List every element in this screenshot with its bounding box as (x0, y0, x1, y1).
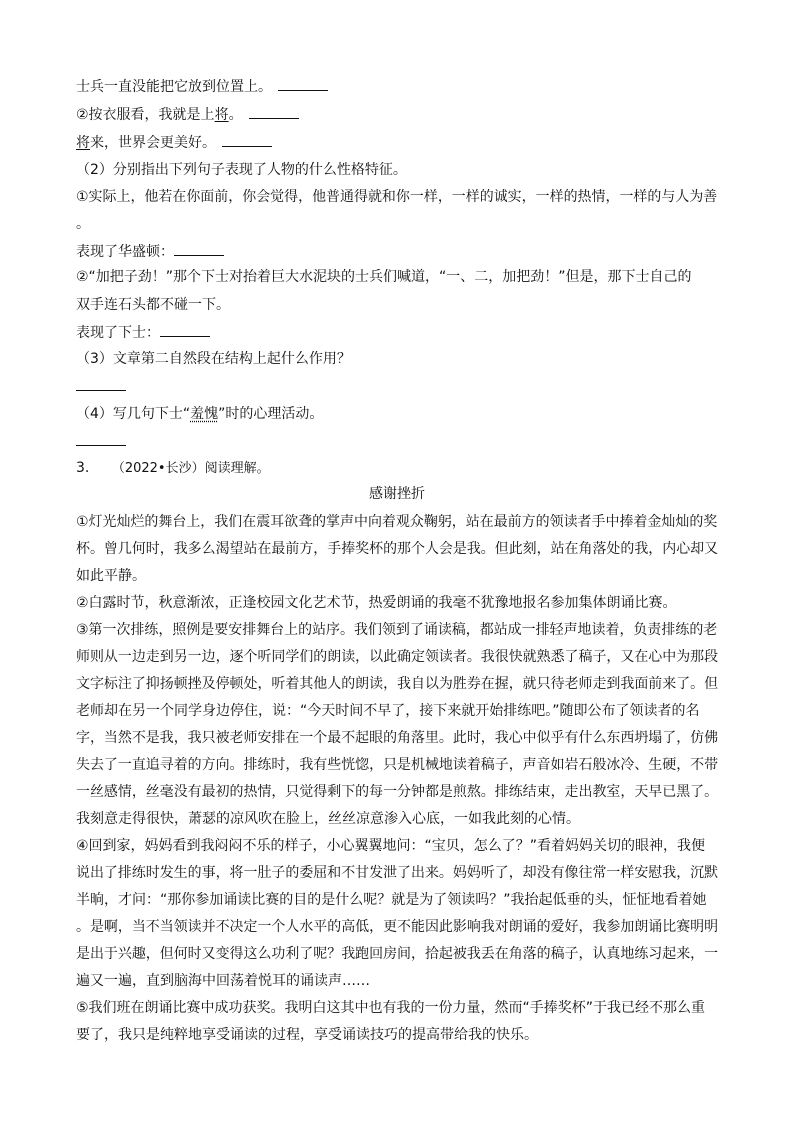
p3-line: 我刻意走得很快，萧瑟的凉风吹在脸上，丝丝凉意渗入心底，一如我此刻的心情。 (76, 811, 580, 827)
sentence-1-line-2: 。 (76, 216, 90, 232)
p3-line: 师则从一边走到另一边，逐个听同学们的朗读，以此确定领读者。我很快就熟悉了稿子，又在心中为那段 (76, 649, 719, 665)
p4-line: ④回到家，妈妈看到我闷闷不乐的样子，小心翼翼地问：“宝贝，怎么了？”看着妈妈关切的眼神，我便 (76, 838, 706, 854)
sub-question-2-heading: （2）分别指出下列句子表现了人物的什么性格特征。 (76, 162, 407, 178)
p5-line: ⑤我们班在朗诵比赛中成功获奖。我明白这其中也有我的一份力量，然而“手捧奖杯”于我已经不那么重 (76, 1000, 706, 1016)
p3-line: 文字标注了抑扬顿挫及停顿处，听着其他人的朗读，我自以为胜券在握，就只待老师走到我面前来了。但 (76, 676, 719, 692)
p4-line: 半晌，才问：“那你参加诵读比赛的目的是什么呢？就是为了领读吗？”我抬起低垂的头，怔怔地看着她 (76, 892, 707, 908)
sentence-1-answer: 表现了华盛顿： (76, 243, 224, 260)
word-item-2: ②按衣服看，我就是上将。 (76, 106, 299, 123)
answer-blank[interactable] (76, 433, 126, 446)
p1-line: 杯。曾几何时，我多么渴望站在最前方，手捧奖杯的那个人会是我。但此刻，站在角落处的我，内心却又 (76, 541, 719, 557)
question-source: （2022•长沙）阅读理解。 (111, 461, 270, 476)
sub-question-4-heading: （4）写几句下士“羞愧”时的心理活动。 (76, 406, 324, 422)
p5-line: 要了，我只是纯粹地享受诵读的过程，享受诵读技巧的提高带给我的快乐。 (76, 1027, 538, 1043)
p4-line: 。是啊，当不当领读并不决定一个人水平的高低，更不能因此影响我对朗诵的爱好，我参加朗诵比赛明明 (76, 919, 719, 935)
answer-blank[interactable] (249, 106, 299, 119)
sentence-1-line-1: ①实际上，他若在你面前，你会觉得，他普通得就和你一样，一样的诚实，一样的热情，一样的与人为善 (76, 189, 718, 205)
answer-blank[interactable] (160, 324, 210, 337)
sub-question-4-answer (76, 433, 126, 450)
sub-question-3-heading: （3）文章第二自然段在结构上起什么作用？ (76, 351, 351, 367)
word-item-3: 将来，世界会更美好。 (76, 134, 272, 151)
p2-line: ②白露时节，秋意渐浓，正逢校园文化艺术节，热爱朗诵的我毫不犹豫地报名参加集体朗诵比赛。 (76, 595, 677, 611)
answer-blank[interactable] (278, 78, 328, 91)
sub-question-3-answer (76, 378, 126, 395)
answer-blank[interactable] (222, 134, 272, 147)
sentence-2-line-2: 双手连石头都不碰一下。 (76, 297, 230, 313)
sentence-2-line-1: ②“加把子劲！”那个下士对抬着巨大水泥块的士兵们喊道，“一、二，加把劲！”但是，那下士自己的 (76, 269, 692, 285)
word-item-1: 士兵一直没能把它放到位置上。 (76, 78, 328, 95)
p1-line: 如此平静。 (76, 568, 146, 584)
passage-title: 感谢挫折 (369, 486, 425, 502)
answer-blank[interactable] (174, 243, 224, 256)
p4-line: 说出了排练时发生的事，将一肚子的委屈和不甘发泄了出来。妈妈听了，却没有像往常一样安慰我，沉默 (76, 865, 719, 881)
sentence-2-answer: 表现了下士： (76, 324, 210, 341)
question-3-header (76, 460, 270, 477)
p3-line: 失去了一直追寻着的方向。排练时，我有些恍惚，只是机械地读着稿子，声音如岩石般冰冷、生硬，不带 (76, 757, 719, 773)
question-number: 3. (76, 460, 90, 476)
p1-line: ①灯光灿烂的舞台上，我们在震耳欲聋的掌声中向着观众鞠躬，站在最前方的领读者手中捧着金灿灿的奖 (76, 514, 718, 530)
p3-line: 字，当然不是我，我只被老师安排在一个最不起眼的角落里。此时，我心中似乎有什么东西坍塌了，仿佛 (76, 730, 719, 746)
p3-line: 老师却在另一个同学身边停住，说：“今天时间不早了，接下来就开始排练吧。”随即公布了领读者的名 (76, 703, 700, 719)
p3-line: ③第一次排练，照例是要安排舞台上的站序。我们领到了诵读稿，都站成一排轻声地读着，负责排练的老 (76, 622, 718, 638)
p4-line: 是出于兴趣，但何时又变得这么功利了呢？我跑回房间，拾起被我丢在角落的稿子，认真地练习起来，一 (76, 946, 719, 962)
p4-line: 遍又一遍，直到脑海中回荡着悦耳的诵读声…… (76, 973, 370, 989)
p3-line: 一丝感情，丝毫没有最初的热情，只觉得剩下的每一分钟都是煎熬。排练结束，走出教室，天早已黑了。 (76, 784, 719, 800)
answer-blank[interactable] (76, 378, 126, 391)
